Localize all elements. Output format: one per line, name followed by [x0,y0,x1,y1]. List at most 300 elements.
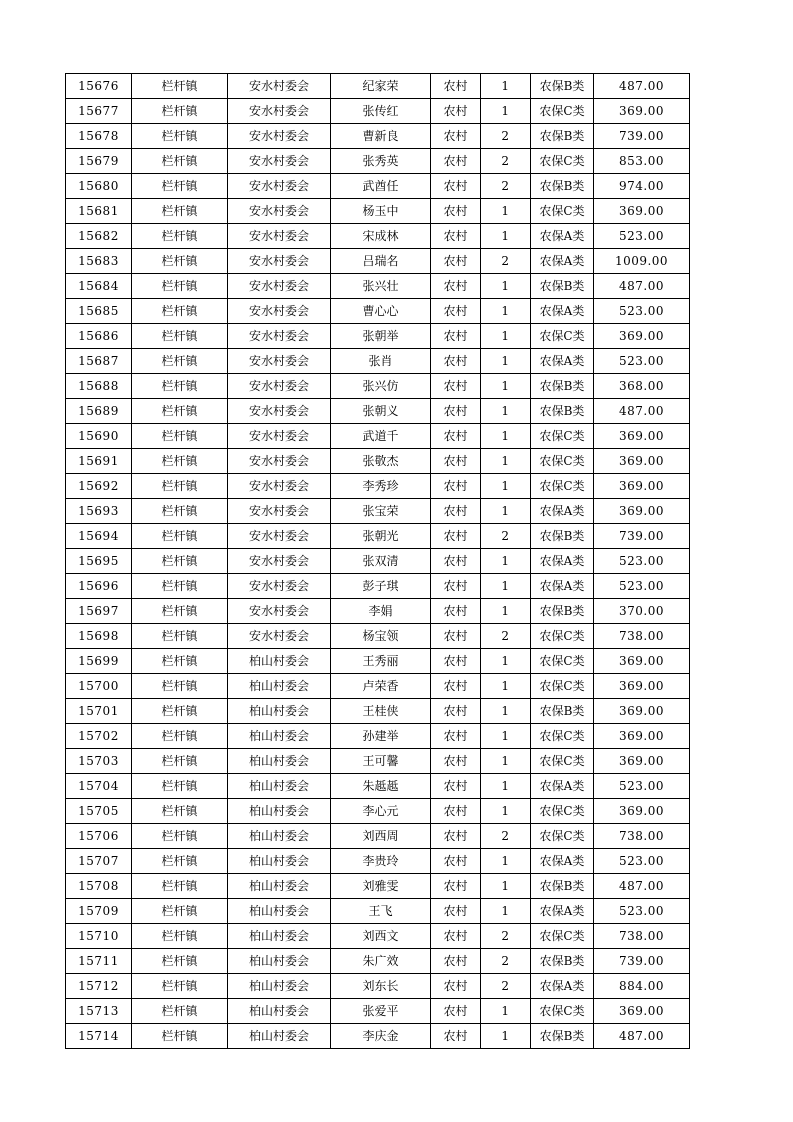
cell-residence-type: 农村 [431,124,481,149]
cell-insurance-category: 农保B类 [531,949,594,974]
cell-village-committee: 柏山村委会 [228,699,331,724]
cell-insurance-category: 农保A类 [531,349,594,374]
cell-record-id: 15679 [66,149,132,174]
cell-village-committee: 柏山村委会 [228,649,331,674]
cell-person-count: 1 [481,674,531,699]
cell-amount: 523.00 [594,899,690,924]
cell-residence-type: 农村 [431,849,481,874]
cell-record-id: 15706 [66,824,132,849]
cell-village-committee: 安水村委会 [228,249,331,274]
cell-town: 栏杆镇 [132,849,228,874]
cell-insurance-category: 农保C类 [531,624,594,649]
cell-insurance-category: 农保C类 [531,799,594,824]
cell-person-name: 张朝义 [331,399,431,424]
cell-amount: 523.00 [594,299,690,324]
cell-residence-type: 农村 [431,1024,481,1049]
cell-insurance-category: 农保B类 [531,74,594,99]
cell-town: 栏杆镇 [132,449,228,474]
cell-town: 栏杆镇 [132,224,228,249]
cell-residence-type: 农村 [431,749,481,774]
benefits-table [65,73,690,1049]
cell-village-committee: 安水村委会 [228,549,331,574]
cell-person-count: 1 [481,1024,531,1049]
cell-village-committee: 安水村委会 [228,99,331,124]
table-row [66,374,690,399]
cell-residence-type: 农村 [431,824,481,849]
cell-person-count: 1 [481,199,531,224]
cell-residence-type: 农村 [431,474,481,499]
cell-person-name: 张敬杰 [331,449,431,474]
table-row [66,524,690,549]
cell-town: 栏杆镇 [132,349,228,374]
cell-amount: 523.00 [594,574,690,599]
cell-person-count: 1 [481,749,531,774]
cell-town: 栏杆镇 [132,924,228,949]
cell-person-name: 李贵玲 [331,849,431,874]
cell-village-committee: 安水村委会 [228,424,331,449]
table-row [66,799,690,824]
cell-town: 栏杆镇 [132,399,228,424]
table-row [66,449,690,474]
cell-residence-type: 农村 [431,774,481,799]
cell-person-name: 张兴仿 [331,374,431,399]
cell-person-name: 纪家荣 [331,74,431,99]
cell-amount: 487.00 [594,74,690,99]
cell-amount: 739.00 [594,949,690,974]
cell-residence-type: 农村 [431,224,481,249]
table-row [66,74,690,99]
cell-person-name: 李庆金 [331,1024,431,1049]
cell-person-name: 刘西文 [331,924,431,949]
cell-town: 栏杆镇 [132,999,228,1024]
cell-insurance-category: 农保C类 [531,449,594,474]
cell-person-count: 1 [481,574,531,599]
cell-record-id: 15684 [66,274,132,299]
cell-town: 栏杆镇 [132,1024,228,1049]
table-row [66,324,690,349]
cell-village-committee: 柏山村委会 [228,774,331,799]
cell-residence-type: 农村 [431,149,481,174]
cell-insurance-category: 农保C类 [531,324,594,349]
cell-town: 栏杆镇 [132,674,228,699]
table-row [66,224,690,249]
cell-record-id: 15711 [66,949,132,974]
cell-record-id: 15676 [66,74,132,99]
cell-insurance-category: 农保A类 [531,299,594,324]
cell-record-id: 15710 [66,924,132,949]
cell-record-id: 15702 [66,724,132,749]
cell-residence-type: 农村 [431,299,481,324]
cell-insurance-category: 农保A类 [531,774,594,799]
cell-amount: 370.00 [594,599,690,624]
cell-residence-type: 农村 [431,649,481,674]
table-row [66,424,690,449]
cell-residence-type: 农村 [431,524,481,549]
cell-record-id: 15709 [66,899,132,924]
cell-town: 栏杆镇 [132,574,228,599]
cell-person-name: 李秀珍 [331,474,431,499]
cell-insurance-category: 农保C类 [531,424,594,449]
cell-town: 栏杆镇 [132,774,228,799]
cell-person-count: 1 [481,724,531,749]
cell-residence-type: 农村 [431,324,481,349]
cell-person-name: 李心元 [331,799,431,824]
cell-person-name: 王可馨 [331,749,431,774]
cell-village-committee: 安水村委会 [228,399,331,424]
cell-insurance-category: 农保B类 [531,599,594,624]
cell-record-id: 15707 [66,849,132,874]
cell-person-count: 2 [481,149,531,174]
cell-village-committee: 柏山村委会 [228,949,331,974]
cell-residence-type: 农村 [431,674,481,699]
cell-person-count: 1 [481,999,531,1024]
cell-record-id: 15695 [66,549,132,574]
cell-town: 栏杆镇 [132,599,228,624]
table-row [66,749,690,774]
cell-insurance-category: 农保B类 [531,874,594,899]
cell-town: 栏杆镇 [132,149,228,174]
cell-town: 栏杆镇 [132,499,228,524]
cell-town: 栏杆镇 [132,549,228,574]
table-row [66,349,690,374]
table-row [66,199,690,224]
cell-record-id: 15691 [66,449,132,474]
cell-village-committee: 安水村委会 [228,499,331,524]
cell-village-committee: 安水村委会 [228,624,331,649]
cell-village-committee: 安水村委会 [228,74,331,99]
cell-insurance-category: 农保B类 [531,374,594,399]
cell-amount: 369.00 [594,449,690,474]
cell-record-id: 15678 [66,124,132,149]
cell-village-committee: 柏山村委会 [228,899,331,924]
cell-insurance-category: 农保C类 [531,649,594,674]
cell-town: 栏杆镇 [132,749,228,774]
cell-village-committee: 安水村委会 [228,124,331,149]
cell-residence-type: 农村 [431,424,481,449]
cell-town: 栏杆镇 [132,524,228,549]
cell-person-name: 张兴壮 [331,274,431,299]
cell-record-id: 15694 [66,524,132,549]
table-row [66,874,690,899]
cell-town: 栏杆镇 [132,874,228,899]
cell-village-committee: 柏山村委会 [228,874,331,899]
cell-amount: 974.00 [594,174,690,199]
cell-insurance-category: 农保B类 [531,1024,594,1049]
cell-residence-type: 农村 [431,449,481,474]
cell-record-id: 15699 [66,649,132,674]
cell-record-id: 15712 [66,974,132,999]
cell-insurance-category: 农保C类 [531,749,594,774]
cell-person-name: 宋成林 [331,224,431,249]
cell-person-count: 1 [481,799,531,824]
cell-record-id: 15713 [66,999,132,1024]
cell-insurance-category: 农保A类 [531,574,594,599]
cell-village-committee: 柏山村委会 [228,924,331,949]
table-row [66,474,690,499]
cell-person-name: 王桂侠 [331,699,431,724]
cell-record-id: 15696 [66,574,132,599]
cell-town: 栏杆镇 [132,124,228,149]
cell-person-name: 吕瑞名 [331,249,431,274]
cell-person-name: 卢荣香 [331,674,431,699]
cell-person-name: 彭子琪 [331,574,431,599]
cell-residence-type: 农村 [431,574,481,599]
cell-person-count: 1 [481,74,531,99]
cell-amount: 368.00 [594,374,690,399]
cell-insurance-category: 农保B类 [531,174,594,199]
cell-residence-type: 农村 [431,624,481,649]
cell-person-count: 2 [481,624,531,649]
cell-person-name: 武道千 [331,424,431,449]
cell-person-count: 2 [481,174,531,199]
cell-insurance-category: 农保A类 [531,249,594,274]
cell-village-committee: 柏山村委会 [228,824,331,849]
cell-amount: 369.00 [594,799,690,824]
cell-insurance-category: 农保A类 [531,499,594,524]
cell-person-count: 1 [481,649,531,674]
table-row [66,124,690,149]
cell-insurance-category: 农保C类 [531,824,594,849]
cell-town: 栏杆镇 [132,824,228,849]
cell-town: 栏杆镇 [132,249,228,274]
table-row [66,99,690,124]
cell-insurance-category: 农保C类 [531,724,594,749]
cell-town: 栏杆镇 [132,274,228,299]
cell-amount: 369.00 [594,424,690,449]
cell-person-count: 1 [481,374,531,399]
cell-amount: 369.00 [594,499,690,524]
cell-person-count: 1 [481,499,531,524]
cell-residence-type: 农村 [431,874,481,899]
table-row [66,149,690,174]
cell-residence-type: 农村 [431,199,481,224]
cell-amount: 738.00 [594,824,690,849]
cell-residence-type: 农村 [431,799,481,824]
cell-record-id: 15686 [66,324,132,349]
cell-town: 栏杆镇 [132,474,228,499]
cell-amount: 369.00 [594,999,690,1024]
cell-person-name: 朱趆趆 [331,774,431,799]
cell-person-count: 1 [481,299,531,324]
cell-record-id: 15682 [66,224,132,249]
cell-village-committee: 安水村委会 [228,174,331,199]
cell-person-count: 2 [481,124,531,149]
cell-village-committee: 柏山村委会 [228,674,331,699]
cell-person-name: 刘东长 [331,974,431,999]
cell-person-name: 张秀英 [331,149,431,174]
cell-person-count: 1 [481,324,531,349]
cell-person-name: 杨玉中 [331,199,431,224]
cell-residence-type: 农村 [431,349,481,374]
cell-person-count: 1 [481,99,531,124]
cell-residence-type: 农村 [431,599,481,624]
cell-person-count: 1 [481,224,531,249]
cell-insurance-category: 农保C类 [531,474,594,499]
cell-record-id: 15689 [66,399,132,424]
cell-village-committee: 柏山村委会 [228,749,331,774]
cell-amount: 369.00 [594,474,690,499]
cell-insurance-category: 农保C类 [531,674,594,699]
cell-amount: 369.00 [594,99,690,124]
cell-person-name: 张双清 [331,549,431,574]
cell-record-id: 15704 [66,774,132,799]
cell-residence-type: 农村 [431,499,481,524]
cell-record-id: 15690 [66,424,132,449]
cell-town: 栏杆镇 [132,299,228,324]
cell-insurance-category: 农保C类 [531,99,594,124]
cell-village-committee: 安水村委会 [228,574,331,599]
cell-insurance-category: 农保A类 [531,849,594,874]
cell-person-count: 1 [481,424,531,449]
table-row [66,399,690,424]
cell-amount: 369.00 [594,699,690,724]
cell-record-id: 15700 [66,674,132,699]
cell-person-count: 2 [481,249,531,274]
cell-town: 栏杆镇 [132,799,228,824]
cell-record-id: 15687 [66,349,132,374]
cell-residence-type: 农村 [431,99,481,124]
cell-residence-type: 农村 [431,999,481,1024]
cell-person-count: 1 [481,849,531,874]
table-body [66,74,690,1049]
cell-record-id: 15705 [66,799,132,824]
cell-amount: 369.00 [594,324,690,349]
cell-record-id: 15693 [66,499,132,524]
cell-amount: 487.00 [594,1024,690,1049]
table-row [66,699,690,724]
cell-person-count: 2 [481,524,531,549]
cell-town: 栏杆镇 [132,174,228,199]
cell-town: 栏杆镇 [132,374,228,399]
cell-town: 栏杆镇 [132,649,228,674]
cell-town: 栏杆镇 [132,424,228,449]
cell-record-id: 15698 [66,624,132,649]
cell-person-count: 1 [481,399,531,424]
cell-amount: 853.00 [594,149,690,174]
cell-person-name: 王飞 [331,899,431,924]
cell-person-name: 张朝举 [331,324,431,349]
cell-person-count: 2 [481,824,531,849]
cell-village-committee: 柏山村委会 [228,799,331,824]
cell-residence-type: 农村 [431,924,481,949]
cell-person-name: 张朝光 [331,524,431,549]
cell-person-name: 杨宝领 [331,624,431,649]
table-row [66,774,690,799]
cell-person-count: 1 [481,474,531,499]
table-row [66,574,690,599]
cell-village-committee: 安水村委会 [228,599,331,624]
cell-record-id: 15688 [66,374,132,399]
cell-insurance-category: 农保A类 [531,899,594,924]
cell-village-committee: 柏山村委会 [228,974,331,999]
cell-amount: 523.00 [594,224,690,249]
cell-residence-type: 农村 [431,274,481,299]
cell-amount: 523.00 [594,849,690,874]
cell-person-name: 张传红 [331,99,431,124]
cell-insurance-category: 农保B类 [531,699,594,724]
cell-amount: 369.00 [594,674,690,699]
table-row [66,299,690,324]
cell-village-committee: 柏山村委会 [228,999,331,1024]
cell-record-id: 15697 [66,599,132,624]
cell-amount: 523.00 [594,349,690,374]
cell-amount: 884.00 [594,974,690,999]
cell-residence-type: 农村 [431,74,481,99]
cell-village-committee: 安水村委会 [228,299,331,324]
table-row [66,1024,690,1049]
cell-person-name: 张爱平 [331,999,431,1024]
cell-amount: 739.00 [594,124,690,149]
cell-person-count: 2 [481,974,531,999]
cell-person-name: 张肖 [331,349,431,374]
cell-residence-type: 农村 [431,949,481,974]
cell-residence-type: 农村 [431,174,481,199]
cell-village-committee: 安水村委会 [228,449,331,474]
table-row [66,999,690,1024]
cell-amount: 738.00 [594,624,690,649]
cell-insurance-category: 农保C类 [531,999,594,1024]
cell-record-id: 15681 [66,199,132,224]
cell-insurance-category: 农保A类 [531,549,594,574]
cell-person-name: 武酋任 [331,174,431,199]
cell-town: 栏杆镇 [132,624,228,649]
cell-amount: 1009.00 [594,249,690,274]
cell-town: 栏杆镇 [132,74,228,99]
cell-residence-type: 农村 [431,374,481,399]
cell-person-count: 1 [481,449,531,474]
cell-amount: 487.00 [594,399,690,424]
table-row [66,949,690,974]
cell-village-committee: 安水村委会 [228,274,331,299]
cell-town: 栏杆镇 [132,724,228,749]
cell-person-name: 王秀丽 [331,649,431,674]
cell-insurance-category: 农保A类 [531,974,594,999]
cell-person-name: 曹新良 [331,124,431,149]
cell-person-count: 1 [481,549,531,574]
cell-amount: 523.00 [594,774,690,799]
cell-residence-type: 农村 [431,249,481,274]
cell-person-count: 1 [481,774,531,799]
table-row [66,599,690,624]
cell-residence-type: 农村 [431,549,481,574]
cell-town: 栏杆镇 [132,974,228,999]
cell-person-count: 1 [481,874,531,899]
cell-record-id: 15703 [66,749,132,774]
cell-insurance-category: 农保C类 [531,199,594,224]
cell-person-name: 张宝荣 [331,499,431,524]
cell-record-id: 15683 [66,249,132,274]
cell-insurance-category: 农保B类 [531,124,594,149]
table-row [66,724,690,749]
cell-village-committee: 安水村委会 [228,374,331,399]
cell-amount: 487.00 [594,274,690,299]
cell-residence-type: 农村 [431,699,481,724]
cell-person-count: 2 [481,924,531,949]
cell-person-count: 1 [481,349,531,374]
cell-residence-type: 农村 [431,974,481,999]
cell-insurance-category: 农保B类 [531,399,594,424]
table-row [66,824,690,849]
cell-town: 栏杆镇 [132,199,228,224]
cell-village-committee: 安水村委会 [228,199,331,224]
table-row [66,924,690,949]
cell-insurance-category: 农保B类 [531,274,594,299]
cell-person-name: 曹心心 [331,299,431,324]
cell-village-committee: 安水村委会 [228,349,331,374]
cell-village-committee: 安水村委会 [228,474,331,499]
cell-town: 栏杆镇 [132,699,228,724]
cell-amount: 369.00 [594,199,690,224]
